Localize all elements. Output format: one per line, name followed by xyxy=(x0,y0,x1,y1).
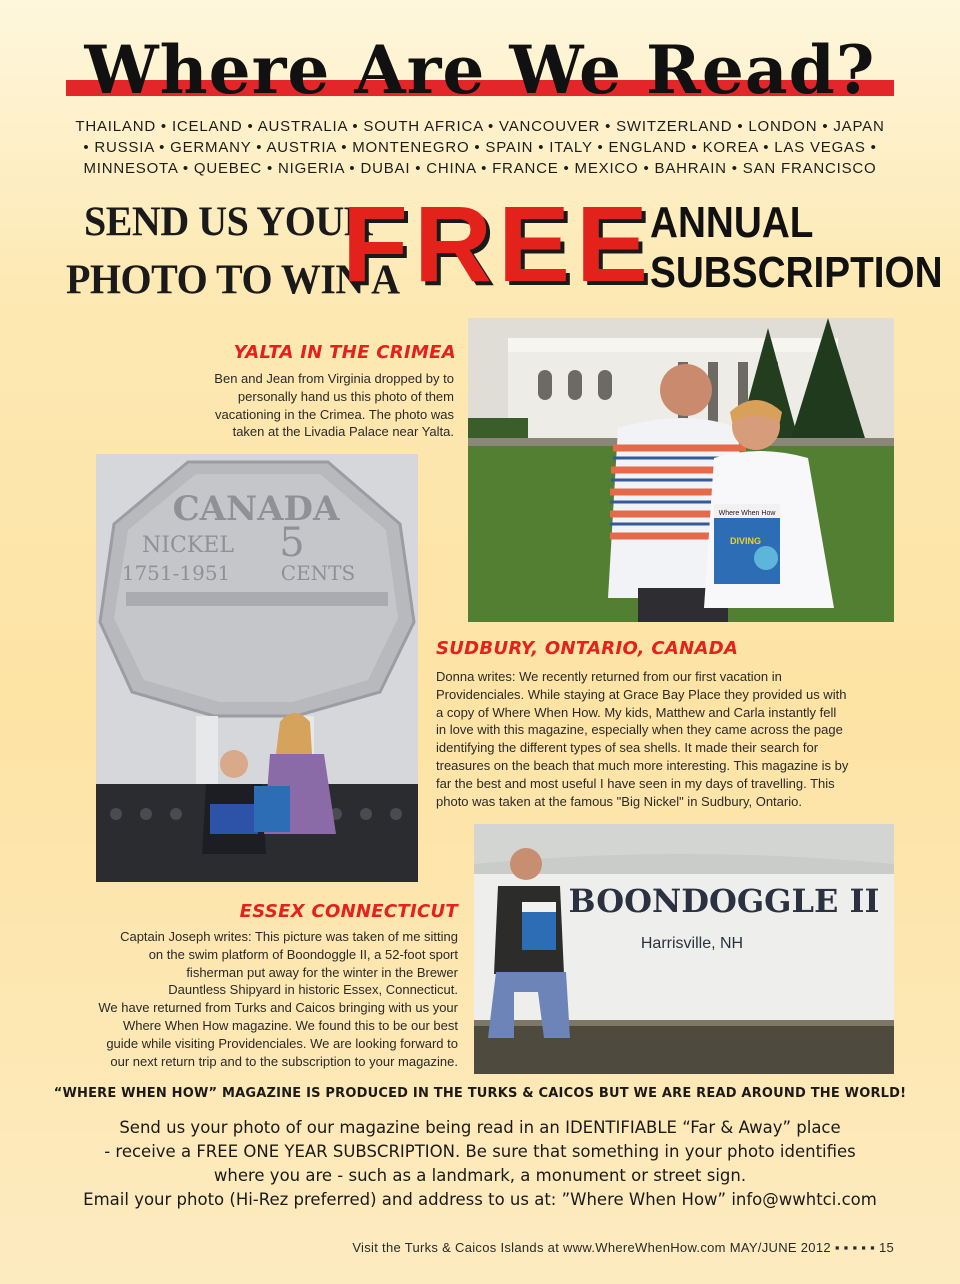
story-line: on the swim platform of Boondoggle II, a 52-foot sport xyxy=(148,946,458,962)
story-line: Dauntless Shipyard in historic Essex, Connecticut. xyxy=(168,982,458,998)
story-body-yalta xyxy=(190,370,454,441)
countries-line: THAILAND • ICELAND • AUSTRALIA • SOUTH AFRICA • VANCOUVER • SWITZERLAND • LONDON • JAPAN xyxy=(75,118,885,135)
call-to-action xyxy=(30,1116,930,1212)
story-line: personally hand us this photo of them xyxy=(237,388,454,404)
story-line: Donna writes: We recently returned from our first vacation in xyxy=(436,669,782,684)
story-line: our next return trip and to the subscription to your magazine. xyxy=(110,1053,458,1069)
story-body-sudbury xyxy=(436,668,868,810)
story-heading-essex: ESSEX CONNECTICUT xyxy=(239,901,458,922)
story-heading-sudbury: SUDBURY, ONTARIO, CANADA xyxy=(436,638,739,659)
nickel-five-text: 5 xyxy=(279,520,305,566)
story-line: treasures on the beach that much more interesting. This magazine is by xyxy=(436,757,849,773)
promo-send-us: SEND US YOUR xyxy=(84,197,373,246)
story-line: Ben and Jean from Virginia dropped by to xyxy=(214,371,454,386)
page-footer xyxy=(352,1240,894,1255)
promo-photo-to-win: PHOTO TO WIN A xyxy=(66,255,400,304)
story-line: a copy of Where When How. My kids, Matthew and Carla instantly fell xyxy=(436,704,837,720)
story-line: Providenciales. While staying at Grace Bay Place they provided us with xyxy=(436,686,847,702)
nickel-years-text: 1751-1951 xyxy=(121,561,231,585)
story-line: taken at the Livadia Palace near Yalta. xyxy=(232,424,454,440)
story-line: vacationing in the Crimea. The photo was xyxy=(215,406,454,422)
page-number: 15 xyxy=(878,1240,894,1255)
countries-line: MINNESOTA • QUEBEC • NIGERIA • DUBAI • CHINA • FRANCE • MEXICO • BAHRAIN • SAN FRANCISCO xyxy=(83,160,877,177)
story-line: in love with this magazine, especially when they came across the page xyxy=(436,722,843,738)
page-title: Where Are We Read? xyxy=(84,31,876,109)
story-line: photo was taken at the famous "Big Nickel" in Sudbury, Ontario. xyxy=(436,793,802,809)
story-line: identifying the different types of sea shells. It made their search for xyxy=(436,740,819,756)
photo-big-nickel xyxy=(96,454,418,882)
world-note: “WHERE WHEN HOW” MAGAZINE IS PRODUCED IN THE TURKS & CAICOS BUT WE ARE READ AROUND THE WORLD! xyxy=(53,1086,907,1101)
magazine-title: Where When How xyxy=(718,510,776,517)
footer-text: Visit the Turks & Caicos Islands at www.WhereWhenHow.com MAY/JUNE 2012 xyxy=(352,1240,831,1255)
boat-home-text: Harrisville, NH xyxy=(640,935,744,952)
promo-subscription: SUBSCRIPTION xyxy=(650,248,943,297)
essex-photo-art xyxy=(474,824,894,1074)
promo-free: FREE xyxy=(342,183,655,304)
story-body-essex xyxy=(82,928,458,1070)
promo-annual: ANNUAL xyxy=(650,198,814,247)
footer-dots: ▪ ▪ ▪ ▪ ▪ xyxy=(834,1240,876,1255)
cta-line: - receive a FREE ONE YEAR SUBSCRIPTION. Be sure that something in your photo identifies xyxy=(104,1142,856,1161)
story-heading-yalta: YALTA IN THE CRIMEA xyxy=(233,342,456,363)
sudbury-photo-art xyxy=(96,454,418,882)
photo-yalta-palace xyxy=(468,318,894,622)
countries-list xyxy=(60,116,900,179)
cta-line: where you are - such as a landmark, a monument or street sign. xyxy=(213,1166,747,1185)
yalta-photo-art xyxy=(468,318,894,622)
countries-line: • RUSSIA • GERMANY • AUSTRIA • MONTENEGRO • SPAIN • ITALY • ENGLAND • KOREA • LAS VEGAS • xyxy=(83,139,877,156)
nickel-cents-text: CENTS xyxy=(280,561,356,585)
story-line: fisherman put away for the winter in the Brewer xyxy=(186,964,458,980)
cta-line: Send us your photo of our magazine being read in an IDENTIFIABLE “Far & Away” place xyxy=(119,1118,841,1137)
boat-name-text: BOONDOGGLE II xyxy=(568,882,880,920)
magazine-cover-word: DIVING xyxy=(730,536,762,546)
story-line: guide while visiting Providenciales. We are looking forward to xyxy=(106,1035,458,1051)
story-line: Where When How magazine. We found this to be our best xyxy=(122,1017,458,1033)
cta-line: Email your photo (Hi-Rez preferred) and address to us at: ”Where When How” info@wwhtci.com xyxy=(83,1190,877,1209)
story-line: far the best and most useful I have seen in my days of travelling. This xyxy=(436,775,835,791)
nickel-word-text: NICKEL xyxy=(142,533,234,558)
nickel-canada-text: CANADA xyxy=(172,489,340,529)
story-line: Captain Joseph writes: This picture was taken of me sitting xyxy=(120,929,458,944)
story-line: We have returned from Turks and Caicos bringing with us your xyxy=(98,1000,458,1016)
photo-boondoggle-boat xyxy=(474,824,894,1074)
